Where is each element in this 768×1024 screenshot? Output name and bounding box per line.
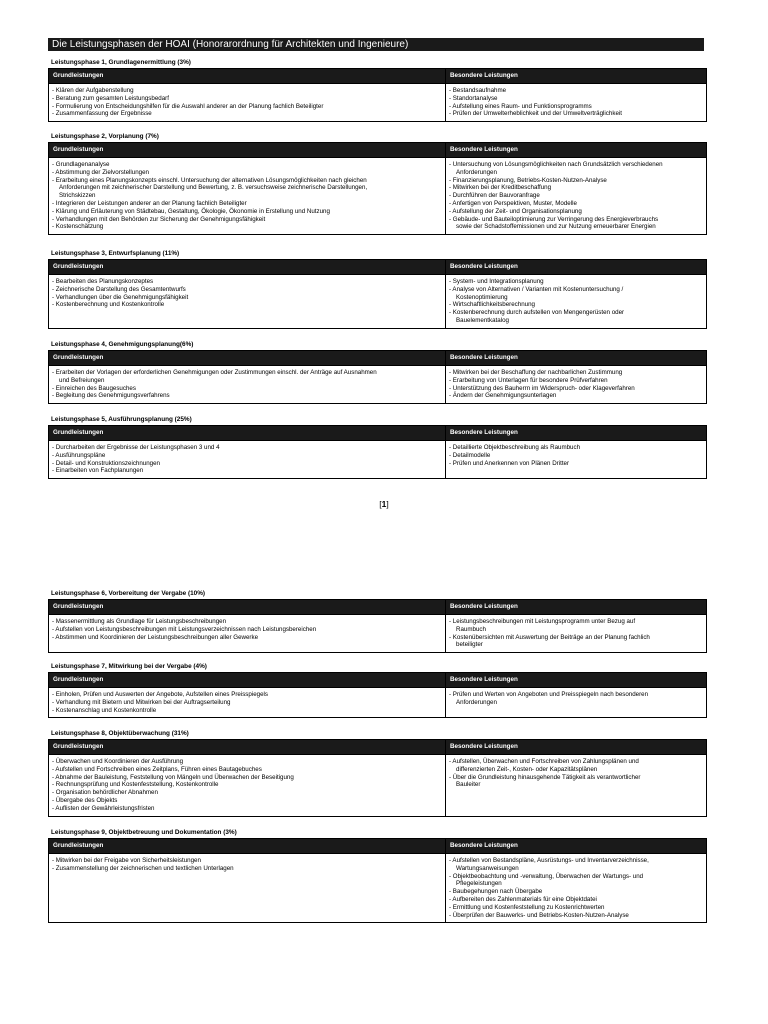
grundleistungen-cell bbox=[49, 854, 446, 923]
grundleistungen-header: Grundleistungen bbox=[49, 351, 446, 366]
besondere-leistungen-header: Besondere Leistungen bbox=[446, 839, 707, 854]
besondere-leistung-item: - Baubegehungen nach Übergabe bbox=[449, 888, 543, 896]
grundleistung-item: - Abstimmen und Koordinieren der Leistungsbeschreibungen aller Gewerke bbox=[52, 633, 259, 641]
grundleistung-item: - Rechnungsprüfung und Kostenfeststellung, Kostenkontrolle bbox=[52, 781, 219, 789]
page-ref-open: [ bbox=[379, 499, 382, 509]
grundleistungen-header: Grundleistungen bbox=[49, 69, 446, 84]
phase-table bbox=[48, 259, 707, 329]
grundleistung-item: - Zusammenfassung der Ergebnisse bbox=[52, 110, 152, 118]
grundleistungen-header: Grundleistungen bbox=[49, 143, 446, 158]
besondere-leistung-item: Bauleiter bbox=[456, 781, 481, 789]
besondere-leistung-item: - Untersuchung von Lösungsmöglichkeiten nach Grundsätzlich verschiedenen bbox=[449, 161, 663, 168]
besondere-leistungen-cell bbox=[446, 366, 707, 404]
phase-table bbox=[48, 142, 707, 235]
phase-7-section bbox=[48, 663, 706, 718]
grundleistung-item: - Erarbeitung eines Planungskonzepts einschl. Untersuchung der alternativen Lösungsmöglichkeiten nach gleichen bbox=[52, 176, 367, 184]
besondere-leistung-item: - Überprüfen der Bauwerks- und Betriebs-Kosten-Nutzen-Analyse bbox=[449, 911, 629, 919]
phase-table bbox=[48, 739, 707, 817]
grundleistung-item: - Mitwirken bei der Freigabe von Sicherheitsleistungen bbox=[52, 857, 201, 864]
besondere-leistungen-cell bbox=[446, 84, 707, 122]
grundleistung-item: - Verhandlungen mit den Behörden zur Sicherung der Genehmigungsfähigkeit bbox=[52, 215, 266, 223]
grundleistungen-cell bbox=[49, 688, 446, 718]
phase-table bbox=[48, 838, 707, 923]
besondere-leistungen-header: Besondere Leistungen bbox=[446, 260, 707, 275]
grundleistung-item: - Integrieren der Leistungen anderer an der Planung fachlich Beteiligter bbox=[52, 199, 247, 207]
grundleistung-item: - Überwachen und Koordinieren der Ausführung bbox=[52, 758, 184, 765]
grundleistung-item: - Bearbeiten des Planungskonzeptes bbox=[52, 278, 154, 285]
grundleistung-item: - Zeichnerische Darstellung des Gesamtentwurfs bbox=[52, 285, 186, 293]
besondere-leistungen-cell bbox=[446, 441, 707, 479]
besondere-leistungen-cell bbox=[446, 755, 707, 817]
phase-table bbox=[48, 599, 707, 653]
grundleistung-item: - Aufstellen und Fortschreiben eines Zeitplans, Führen eines Bautagebuches bbox=[52, 765, 262, 773]
besondere-leistung-item: differenzierten Zeit-, Kosten- oder Kapazitätsplänen bbox=[456, 765, 598, 773]
grundleistung-item: - Einarbeiten von Fachplanungen bbox=[52, 467, 144, 475]
besondere-leistung-item: Bauelementkatalog bbox=[456, 316, 509, 324]
besondere-leistungen-header: Besondere Leistungen bbox=[446, 69, 707, 84]
phase-title: Leistungsphase 6, Vorbereitung der Vergabe (10%) bbox=[51, 590, 206, 597]
besondere-leistung-item: - Wirtschaftlichkeitsberechnung bbox=[449, 301, 535, 309]
phase-title: Leistungsphase 5, Ausführungsplanung (25%) bbox=[51, 416, 192, 423]
besondere-leistungen-header: Besondere Leistungen bbox=[446, 673, 707, 688]
besondere-leistung-item: - Kostenübersichten mit Auswertung der Beiträge an der Planung fachlich bbox=[449, 633, 650, 641]
besondere-leistung-item: - Leistungsbeschreibungen mit Leistungsprogramm unter Bezug auf bbox=[449, 618, 636, 625]
grundleistung-item: - Formulierung von Entscheidungshilfen für die Auswahl anderer an der Planung fachlich Beteiligter bbox=[52, 102, 324, 110]
grundleistung-item: - Kostenberechnung und Kostenkontrolle bbox=[52, 301, 165, 309]
besondere-leistung-item: Kostenoptimierung bbox=[456, 293, 508, 301]
besondere-leistung-item: sowie der Schadstoffemissionen und zur Nutzung erneuerbarer Energien bbox=[456, 223, 656, 231]
grundleistungen-cell bbox=[49, 366, 446, 404]
grundleistungen-cell bbox=[49, 615, 446, 653]
besondere-leistung-item: Raumbuch bbox=[456, 625, 486, 633]
phase-title: Leistungsphase 8, Objektüberwachung (31%) bbox=[51, 730, 189, 737]
besondere-leistung-item: - Mitwirken bei der Beschaffung der nachbarlichen Zustimmung bbox=[449, 369, 623, 376]
page-ref-close: ] bbox=[386, 499, 389, 509]
phase-title: Leistungsphase 3, Entwurfsplanung (11%) bbox=[51, 250, 180, 257]
grundleistung-item: - Verhandlung mit Bietern und Mitwirken bei der Auftragserteilung bbox=[52, 698, 231, 706]
besondere-leistung-item: - Anfertigen von Perspektiven, Muster, Modelle bbox=[449, 199, 577, 207]
grundleistung-item: - Ausführungspläne bbox=[52, 451, 106, 459]
besondere-leistung-item: - Über die Grundleistung hinausgehende Tätigkeit als verantwortlicher bbox=[449, 773, 641, 781]
grundleistung-item: - Einholen, Prüfen und Auswerten der Angebote, Aufstellen eines Preisspiegels bbox=[52, 691, 269, 698]
besondere-leistung-item: Anforderungen bbox=[456, 698, 497, 706]
grundleistung-item: - Kostenschätzung bbox=[52, 223, 104, 231]
besondere-leistung-item: - Finanzierungsplanung, Betriebs-Kosten-Nutzen-Analyse bbox=[449, 176, 607, 184]
grundleistung-item: und Befreiungen bbox=[59, 376, 105, 384]
phase-1-section bbox=[48, 59, 706, 122]
besondere-leistung-item: - Kostenberechnung durch aufstellen von Mengengerüsten oder bbox=[449, 309, 625, 317]
grundleistung-item: - Massenermittlung als Grundlage für Leistungsbeschreibungen bbox=[52, 618, 227, 625]
besondere-leistungen-cell bbox=[446, 615, 707, 653]
besondere-leistungen-header: Besondere Leistungen bbox=[446, 740, 707, 755]
besondere-leistung-item: - Prüfen und Anerkennen von Plänen Dritter bbox=[449, 459, 570, 467]
grundleistung-item: - Auflisten der Gewährleistungsfristen bbox=[52, 804, 155, 812]
grundleistung-item: - Beratung zum gesamten Leistungsbedarf bbox=[52, 94, 169, 102]
grundleistungen-header: Grundleistungen bbox=[49, 673, 446, 688]
grundleistungen-cell bbox=[49, 84, 446, 122]
grundleistung-item: - Durcharbeiten der Ergebnisse der Leistungsphasen 3 und 4 bbox=[52, 444, 220, 451]
besondere-leistungen-header: Besondere Leistungen bbox=[446, 426, 707, 441]
besondere-leistung-item: - Prüfen der Umwelterheblichkeit und der Umweltverträglichkeit bbox=[449, 110, 622, 118]
grundleistung-item: - Kostenanschlag und Kostenkontrolle bbox=[52, 706, 157, 714]
besondere-leistung-item: - Objektbeobachtung und -verwaltung, Überwachen der Wartungs- und bbox=[449, 872, 644, 880]
grundleistung-item: - Einreichen des Baugesuches bbox=[52, 384, 136, 392]
besondere-leistung-item: - Ermittlung und Kostenfeststellung zu Kostenrichtwerten bbox=[449, 903, 605, 911]
phase-table bbox=[48, 672, 707, 718]
besondere-leistung-item: Pflegeleistungen bbox=[456, 880, 502, 888]
grundleistung-item: Strichskizzen bbox=[59, 192, 96, 200]
besondere-leistungen-cell bbox=[446, 158, 707, 235]
besondere-leistung-item: - Prüfen und Werten von Angeboten und Preisspiegeln nach besonderen bbox=[449, 691, 649, 698]
grundleistungen-header: Grundleistungen bbox=[49, 426, 446, 441]
grundleistung-item: - Abstimmung der Zielvorstellungen bbox=[52, 168, 149, 176]
besondere-leistung-item: - Aufstellung eines Raum- und Funktionsprogramms bbox=[449, 102, 592, 110]
besondere-leistung-item: - Aufstellung der Zeit- und Organisationsplanung bbox=[449, 207, 582, 215]
grundleistungen-cell bbox=[49, 158, 446, 235]
besondere-leistung-item: - Detaillierte Objektbeschreibung als Raumbuch bbox=[449, 444, 581, 451]
grundleistung-item: - Erarbeiten der Vorlagen der erforderlichen Genehmigungen oder Zustimmungen einschl. der Anträge auf Ausnahmen bbox=[52, 369, 377, 376]
page-reference bbox=[0, 499, 768, 509]
grundleistung-item: - Organisation behördlicher Abnahmen bbox=[52, 789, 158, 797]
grundleistungen-cell bbox=[49, 441, 446, 479]
grundleistung-item: - Klären der Aufgabenstellung bbox=[52, 87, 134, 94]
grundleistung-item: - Grundlagenanalyse bbox=[52, 161, 110, 168]
phase-table bbox=[48, 425, 707, 479]
grundleistungen-header: Grundleistungen bbox=[49, 600, 446, 615]
besondere-leistungen-cell bbox=[446, 854, 707, 923]
besondere-leistung-item: - Aufstellen von Bestandspläne, Ausrüstungs- und Inventarverzeichnisse, bbox=[449, 857, 649, 864]
besondere-leistung-item: - Mitwirken bei der Kreditbeschaffung bbox=[449, 184, 552, 192]
besondere-leistung-item: Wartungsanweisungen bbox=[456, 864, 519, 872]
grundleistung-item: - Abnahme der Bauleistung, Feststellung von Mängeln und Überwachen der Beseitigung bbox=[52, 773, 294, 781]
besondere-leistung-item: - Analyse von Alternativen / Varianten mit Kostenuntersuchung / bbox=[449, 285, 624, 293]
phase-4-section bbox=[48, 341, 706, 404]
besondere-leistung-item: - Aufstellen, Überwachen und Fortschreiben von Zahlungsplänen und bbox=[449, 758, 639, 765]
besondere-leistung-item: - Aufbereiten des Zahlenmaterials für eine Objektdatei bbox=[449, 895, 597, 903]
besondere-leistung-item: - Gebäude- und Bauteiloptimierung zur Verringerung des Energieverbrauchs bbox=[449, 215, 659, 223]
besondere-leistung-item: - Detailmodelle bbox=[449, 451, 491, 459]
grundleistung-item: - Verhandlungen über die Genehmigungsfähigkeit bbox=[52, 293, 189, 301]
besondere-leistung-item: - Unterstützung des Bauherrn im Widerspruch- oder Klageverfahren bbox=[449, 384, 635, 392]
phase-title: Leistungsphase 7, Mitwirkung bei der Vergabe (4%) bbox=[51, 663, 207, 670]
besondere-leistung-item: - Ändern der Genehmigungsunterlagen bbox=[449, 392, 557, 400]
grundleistung-item: - Detail- und Konstruktionszeichnungen bbox=[52, 459, 161, 467]
phase-title: Leistungsphase 9, Objektbetreuung und Dokumentation (3%) bbox=[51, 829, 237, 836]
grundleistung-item: Anforderungen mit zeichnerischer Darstellung und Bewertung, z. B. versuchsweise zeichnerische Darstellungen, bbox=[59, 184, 368, 192]
phase-2-section bbox=[48, 133, 706, 235]
besondere-leistungen-cell bbox=[446, 275, 707, 329]
besondere-leistungen-cell bbox=[446, 688, 707, 718]
page-ref-link[interactable]: 1 bbox=[381, 499, 387, 509]
grundleistung-item: - Übergabe des Objekts bbox=[52, 796, 118, 804]
besondere-leistung-item: - Bestandsaufnahme bbox=[449, 87, 507, 94]
phase-5-section bbox=[48, 416, 706, 479]
phase-6-section bbox=[48, 590, 706, 653]
phase-title: Leistungsphase 1, Grundlagenermittlung (3%) bbox=[51, 59, 191, 66]
besondere-leistung-item: - System- und Integrationsplanung bbox=[449, 278, 544, 285]
phase-9-section bbox=[48, 829, 706, 923]
besondere-leistung-item: Anforderungen bbox=[456, 168, 497, 176]
grundleistungen-cell bbox=[49, 275, 446, 329]
phase-table bbox=[48, 350, 707, 404]
phase-8-section bbox=[48, 730, 706, 817]
besondere-leistungen-header: Besondere Leistungen bbox=[446, 600, 707, 615]
besondere-leistungen-header: Besondere Leistungen bbox=[446, 351, 707, 366]
phase-title: Leistungsphase 4, Genehmigungsplanung(6%) bbox=[51, 341, 194, 348]
besondere-leistung-item: - Erarbeitung von Unterlagen für besondere Prüfverfahren bbox=[449, 376, 608, 384]
besondere-leistung-item: - Standortanalyse bbox=[449, 94, 498, 102]
grundleistungen-cell bbox=[49, 755, 446, 817]
besondere-leistungen-header: Besondere Leistungen bbox=[446, 143, 707, 158]
grundleistung-item: - Zusammenstellung der zeichnerischen und textlichen Unterlagen bbox=[52, 864, 234, 872]
grundleistung-item: - Aufstellen von Leistungsbeschreibungen mit Leistungsverzeichnissen nach Leistungsbereichen bbox=[52, 625, 317, 633]
phase-3-section bbox=[48, 250, 706, 329]
grundleistungen-header: Grundleistungen bbox=[49, 839, 446, 854]
grundleistungen-header: Grundleistungen bbox=[49, 740, 446, 755]
besondere-leistung-item: - Durchführen der Bauvoranfrage bbox=[449, 192, 540, 200]
besondere-leistung-item: beteiligter bbox=[456, 641, 483, 649]
phase-table bbox=[48, 68, 707, 122]
document-title: Die Leistungsphasen der HOAI (Honorarordnung für Architekten und Ingenieure) bbox=[48, 38, 704, 51]
phase-title: Leistungsphase 2, Vorplanung (7%) bbox=[51, 133, 159, 140]
grundleistungen-header: Grundleistungen bbox=[49, 260, 446, 275]
grundleistung-item: - Begleitung des Genehmigungsverfahrens bbox=[52, 392, 170, 400]
grundleistung-item: - Klärung und Erläuterung von Städtebau, Gestaltung, Ökologie, Ökonomie in Erstellung und Nutzung bbox=[52, 207, 330, 215]
